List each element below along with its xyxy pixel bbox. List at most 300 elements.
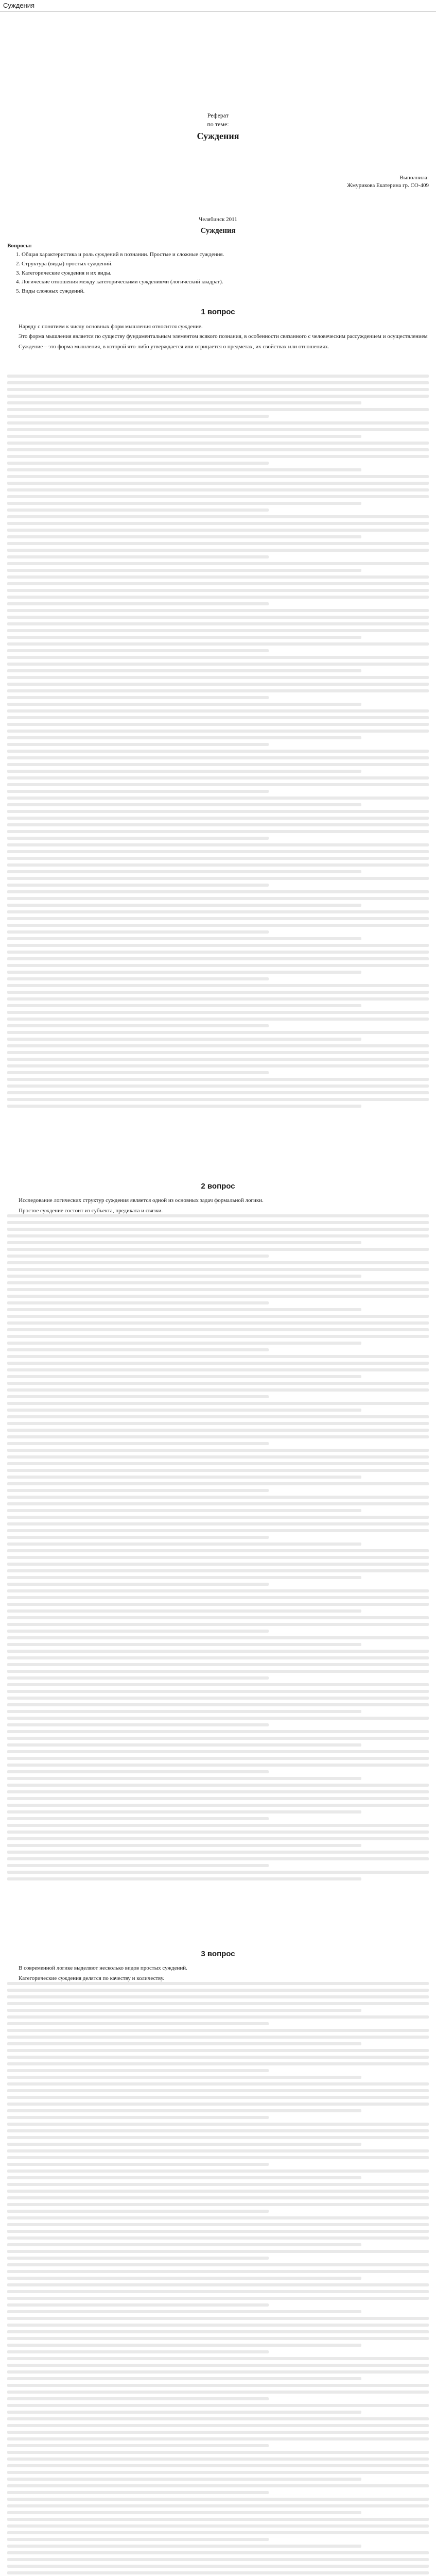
text-line <box>7 2049 429 2052</box>
text-line <box>7 468 361 471</box>
text-line <box>7 2571 429 2574</box>
text-line <box>7 1630 269 1633</box>
text-line <box>7 408 429 411</box>
text-line <box>7 1837 429 1840</box>
text-line <box>7 2029 429 2032</box>
text-line <box>7 2518 429 2521</box>
text-line <box>7 2149 429 2153</box>
text-line <box>7 1435 429 1438</box>
text-line <box>7 2096 429 2099</box>
text-line <box>7 509 269 512</box>
section-3-heading: 3 вопрос <box>201 1950 235 1958</box>
text-line <box>7 1348 269 1351</box>
text-line <box>7 2156 429 2159</box>
text-line <box>7 1670 429 1673</box>
text-line <box>7 1529 429 1532</box>
text-line <box>7 1609 361 1613</box>
text-line <box>7 2236 429 2240</box>
text-line <box>7 636 361 639</box>
text-line <box>7 863 429 867</box>
text-line <box>7 843 429 846</box>
text-line <box>7 1650 429 1653</box>
text-line <box>7 1402 429 1405</box>
text-line <box>7 2491 269 2494</box>
text-line <box>7 1583 269 1586</box>
text-line <box>7 1228 429 1231</box>
paragraph: Это форма мышления является по существу фундаментальным элементом всякого познания, в особенности связанного с человеческим рассуждением и осуществлением <box>19 333 428 340</box>
section-3 <box>7 1937 429 1985</box>
text-line <box>7 823 429 826</box>
text-line <box>7 1335 429 1338</box>
text-line <box>7 1038 361 1041</box>
text-line <box>7 897 429 900</box>
text-line <box>7 669 361 672</box>
text-line <box>7 535 361 538</box>
text-line <box>7 2116 269 2119</box>
text-line <box>7 723 429 726</box>
text-line <box>7 1543 361 1546</box>
text-line <box>7 1241 361 1244</box>
text-line <box>7 2464 429 2467</box>
text-line <box>7 2136 429 2139</box>
body-text-block-2 <box>7 1211 429 1884</box>
text-line <box>7 1091 429 1094</box>
text-line <box>7 1011 429 1014</box>
text-line <box>7 1375 361 1378</box>
text-line <box>7 1536 269 1539</box>
section-2 <box>7 1170 429 1217</box>
text-line <box>7 642 429 646</box>
text-line <box>7 1031 429 1034</box>
text-line <box>7 2170 429 2173</box>
text-line <box>7 1623 429 1626</box>
text-line <box>7 2062 429 2065</box>
toc-item: 3. Категорические суждения и их виды. <box>22 269 429 278</box>
text-line <box>7 676 429 679</box>
text-line <box>7 381 429 384</box>
text-line <box>7 2250 429 2253</box>
text-line <box>7 884 269 887</box>
text-line <box>7 589 429 592</box>
text-line <box>7 1804 429 1807</box>
text-line <box>7 1831 429 1834</box>
text-line <box>7 2277 361 2280</box>
text-line <box>7 2531 429 2534</box>
text-line <box>7 1717 429 1720</box>
title-line-1: Реферат <box>207 112 229 119</box>
text-line <box>7 388 429 391</box>
text-line <box>7 1797 429 1800</box>
text-line <box>7 1770 269 1773</box>
text-line <box>7 2076 361 2079</box>
text-line <box>7 629 429 632</box>
text-line <box>7 1388 429 1392</box>
text-line <box>7 1449 429 1452</box>
text-line <box>7 1288 429 1291</box>
text-line <box>7 1355 429 1358</box>
text-line <box>7 2243 361 2246</box>
text-line <box>7 696 269 699</box>
text-line <box>7 716 429 719</box>
text-line <box>7 2036 429 2039</box>
text-line <box>7 1482 429 1485</box>
text-line <box>7 1851 429 1854</box>
toc-list <box>22 251 429 295</box>
text-line <box>7 1857 429 1860</box>
text-line <box>7 1516 429 1519</box>
text-line <box>7 2478 361 2481</box>
text-line <box>7 2451 429 2454</box>
text-line <box>7 770 361 773</box>
text-line <box>7 555 269 558</box>
text-line <box>7 2303 269 2307</box>
text-line <box>7 395 429 398</box>
text-line <box>7 703 361 706</box>
text-line <box>7 2196 429 2199</box>
text-line <box>7 2431 429 2434</box>
text-line <box>7 475 429 478</box>
text-line <box>7 2397 269 2400</box>
text-line <box>7 1730 429 1733</box>
text-line <box>7 415 269 418</box>
text-line <box>7 743 269 746</box>
text-line <box>7 1982 429 1985</box>
text-line <box>7 971 361 974</box>
text-line <box>7 2022 269 2025</box>
text-line <box>7 2263 429 2266</box>
toc-item: 5. Виды сложных суждений. <box>22 287 429 296</box>
text-line <box>7 1810 361 1814</box>
text-line <box>7 522 429 525</box>
text-line <box>7 649 269 652</box>
text-line <box>7 850 429 853</box>
text-line <box>7 2357 429 2360</box>
text-line <box>7 609 429 612</box>
text-line <box>7 2484 429 2487</box>
text-line <box>7 1362 429 1365</box>
text-line <box>7 2082 429 2086</box>
text-line <box>7 1321 429 1325</box>
text-line <box>7 984 429 987</box>
text-line <box>7 488 429 492</box>
text-line <box>7 1462 429 1465</box>
body-text-block-1 <box>7 371 429 1111</box>
text-line <box>7 1315 429 1318</box>
text-line <box>7 1058 429 1061</box>
text-line <box>7 542 429 545</box>
text-line <box>7 1636 429 1639</box>
author-name: Жмурикова Екатерина гр. СО-409 <box>347 182 429 189</box>
text-line <box>7 1683 429 1686</box>
text-line <box>7 2203 429 2206</box>
paragraph: Наряду с понятием к числу основных форм мышления относится суждение. <box>19 323 203 330</box>
text-line <box>7 1703 429 1706</box>
text-line <box>7 2270 429 2273</box>
text-line <box>7 790 269 793</box>
text-line <box>7 2143 361 2146</box>
text-line <box>7 1255 269 1258</box>
text-line <box>7 401 361 404</box>
text-line <box>7 428 429 431</box>
text-line <box>7 1737 429 1740</box>
text-line <box>7 1382 429 1385</box>
text-line <box>7 1301 269 1304</box>
text-line <box>7 1004 361 1007</box>
text-line <box>7 1603 429 1606</box>
text-line <box>7 2551 429 2554</box>
text-line <box>7 1018 429 1021</box>
text-line <box>7 1757 429 1760</box>
text-line <box>7 1989 429 1992</box>
tab-title[interactable]: Суждения <box>0 0 436 12</box>
text-line <box>7 817 429 820</box>
text-line <box>7 2223 429 2226</box>
text-line <box>7 904 361 907</box>
text-line <box>7 2009 361 2012</box>
text-line <box>7 951 429 954</box>
text-line <box>7 957 429 960</box>
text-line <box>7 1697 429 1700</box>
text-line <box>7 2163 269 2166</box>
text-line <box>7 2391 429 2394</box>
text-line <box>7 2002 429 2005</box>
text-line <box>7 1281 429 1284</box>
text-line <box>7 2297 429 2300</box>
text-line <box>7 1415 429 1418</box>
text-line <box>7 1214 429 1217</box>
text-line <box>7 2330 429 2333</box>
text-line <box>7 937 361 940</box>
text-line <box>7 2558 429 2561</box>
text-line <box>7 776 429 779</box>
text-line <box>7 1690 429 1693</box>
text-line <box>7 924 429 927</box>
text-line <box>7 783 429 786</box>
text-line <box>7 944 429 947</box>
text-line <box>7 1817 269 1820</box>
text-line <box>7 2437 429 2441</box>
text-line <box>7 2538 269 2541</box>
body-text-block-3 <box>7 1978 429 2576</box>
text-line <box>7 1589 429 1592</box>
text-line <box>7 1676 269 1680</box>
text-line <box>7 1569 429 1572</box>
text-line <box>7 2310 361 2313</box>
text-line <box>7 1563 429 1566</box>
text-line <box>7 502 361 505</box>
text-line <box>7 756 429 759</box>
text-line <box>7 2183 429 2186</box>
text-line <box>7 1489 269 1492</box>
text-line <box>7 2524 429 2528</box>
text-line <box>7 2344 361 2347</box>
document <box>7 19 429 353</box>
text-line <box>7 930 269 934</box>
contents-heading: Суждения <box>200 227 236 235</box>
text-line <box>7 656 429 659</box>
questions-label: Вопросы: <box>7 242 32 249</box>
text-line <box>7 2190 429 2193</box>
text-line <box>7 1248 429 1251</box>
text-line <box>7 482 429 485</box>
text-line <box>7 1522 429 1526</box>
text-line <box>7 736 361 739</box>
text-line <box>7 2411 361 2414</box>
text-line <box>7 1596 429 1599</box>
text-line <box>7 1871 429 1874</box>
section-1-heading: 1 вопрос <box>201 308 235 317</box>
paragraph: В современной логике выделяют несколько видов простых суждений. <box>19 1965 187 1972</box>
text-line <box>7 1024 269 1027</box>
text-line <box>7 2370 429 2374</box>
text-line <box>7 2015 429 2019</box>
text-line <box>7 2384 429 2387</box>
text-line <box>7 1790 429 1793</box>
text-line <box>7 877 429 880</box>
text-line <box>7 582 429 585</box>
text-line <box>7 1777 361 1780</box>
text-line <box>7 1656 429 1659</box>
text-line <box>7 2424 429 2427</box>
text-line <box>7 1261 429 1264</box>
text-line <box>7 1078 429 1081</box>
text-line <box>7 1824 429 1827</box>
text-line <box>7 562 429 565</box>
text-line <box>7 569 361 572</box>
text-line <box>7 596 429 599</box>
text-line <box>7 1234 429 1238</box>
text-line <box>7 837 269 840</box>
text-line <box>7 455 429 458</box>
text-line <box>7 549 429 552</box>
toc-item: 4. Логические отношения между категорическими суждениями (логический квадрат). <box>22 278 429 286</box>
text-line <box>7 1098 429 1101</box>
text-line <box>7 1502 429 1505</box>
text-line <box>7 1064 429 1067</box>
text-line <box>7 991 429 994</box>
text-line <box>7 462 269 465</box>
text-line <box>7 2458 429 2461</box>
text-line <box>7 1308 361 1311</box>
text-line <box>7 1663 429 1666</box>
toc-item: 2. Структура (виды) простых суждений. <box>22 260 429 268</box>
text-line <box>7 2216 429 2219</box>
text-line <box>7 1455 429 1459</box>
text-line <box>7 1764 429 1767</box>
paragraph: Исследование логических структур суждения является одной из основных задач формальной логики. <box>19 1197 264 1204</box>
text-line <box>7 2042 361 2045</box>
text-line <box>7 2210 269 2213</box>
text-line <box>7 1496 429 1499</box>
text-line <box>7 1743 361 1747</box>
text-line <box>7 435 361 438</box>
text-line <box>7 1844 361 1847</box>
paragraph: Категорические суждения делятся по качеству и количеству. <box>19 1975 165 1981</box>
text-line <box>7 763 429 766</box>
text-line <box>7 910 429 913</box>
text-line <box>7 2471 429 2474</box>
text-line <box>7 709 429 713</box>
text-line <box>7 2176 361 2179</box>
text-line <box>7 2123 429 2126</box>
text-line <box>7 2364 429 2367</box>
text-line <box>7 2257 269 2260</box>
text-line <box>7 2377 361 2380</box>
city-year: Челябинск 2011 <box>199 216 237 223</box>
text-line <box>7 964 429 967</box>
text-line <box>7 602 269 605</box>
text-line <box>7 830 429 833</box>
text-line <box>7 1995 429 1998</box>
text-line <box>7 1051 429 1054</box>
text-line <box>7 1295 429 1298</box>
text-line <box>7 2089 429 2092</box>
text-line <box>7 689 429 692</box>
text-line <box>7 2103 429 2106</box>
text-line <box>7 890 429 893</box>
text-line <box>7 421 429 425</box>
text-line <box>7 448 429 451</box>
text-line <box>7 1469 429 1472</box>
text-line <box>7 1328 429 1331</box>
text-line <box>7 2545 361 2548</box>
text-line <box>7 2129 429 2132</box>
title-main: Суждения <box>197 131 239 142</box>
text-line <box>7 2504 429 2507</box>
text-line <box>7 2230 429 2233</box>
text-line <box>7 2290 429 2293</box>
text-line <box>7 1105 361 1108</box>
text-line <box>7 796 429 800</box>
text-line <box>7 870 361 873</box>
text-line <box>7 1643 361 1646</box>
text-line <box>7 1476 361 1479</box>
text-line <box>7 515 429 518</box>
text-line <box>7 442 429 445</box>
text-line <box>7 1044 429 1047</box>
author-label: Выполнила: <box>399 174 429 181</box>
paragraph: Суждение – это форма мышления, в которой что-либо утверждается или отрицается о предметах, их свойствах или отношениях. <box>19 343 329 350</box>
text-line <box>7 2565 429 2568</box>
text-line <box>7 1429 429 1432</box>
text-line <box>7 1576 361 1579</box>
text-line <box>7 1864 269 1867</box>
text-line <box>7 2109 361 2112</box>
title-line-2: по теме: <box>207 121 229 128</box>
text-line <box>7 495 429 498</box>
text-line <box>7 683 429 686</box>
text-line <box>7 1221 429 1224</box>
text-line <box>7 1442 269 1445</box>
text-line <box>7 1616 429 1619</box>
text-line <box>7 857 429 860</box>
text-line <box>7 2056 429 2059</box>
text-line <box>7 2404 429 2407</box>
text-line <box>7 2350 269 2353</box>
toc-item: 1. Общая характеристика и роль суждений в познании. Простые и сложные суждения. <box>22 251 429 259</box>
text-line <box>7 2317 429 2320</box>
text-line <box>7 2324 429 2327</box>
text-line <box>7 1422 429 1425</box>
text-line <box>7 663 429 666</box>
text-line <box>7 529 429 532</box>
text-line <box>7 2337 429 2340</box>
text-line <box>7 803 361 806</box>
text-line <box>7 2069 269 2072</box>
text-line <box>7 1549 429 1552</box>
text-line <box>7 575 429 579</box>
text-line <box>7 2444 269 2447</box>
